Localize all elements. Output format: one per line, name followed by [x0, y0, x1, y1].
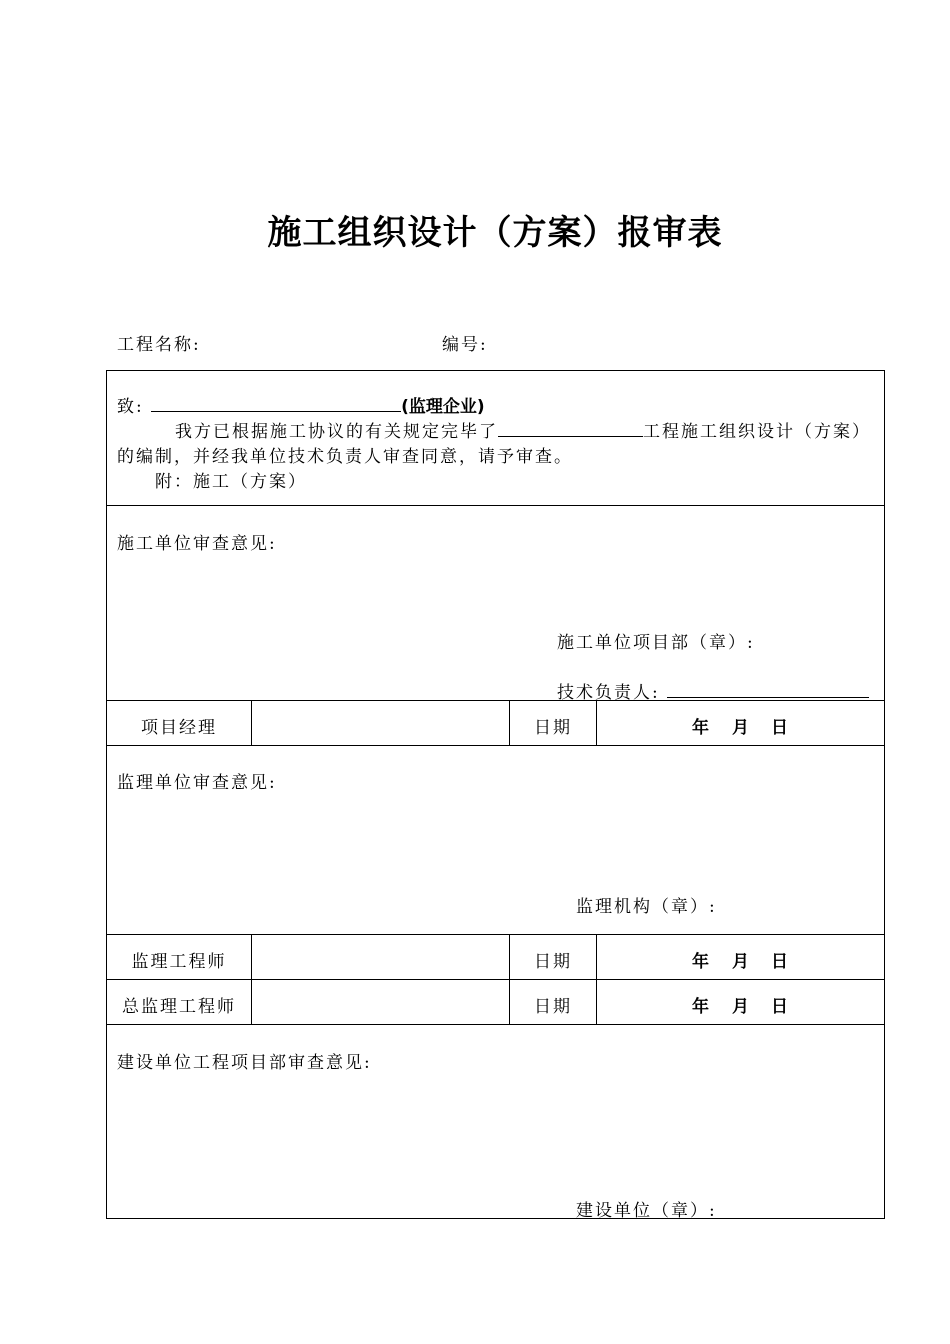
attachment-line: 附：施工（方案） — [155, 472, 307, 492]
year-label: 年 — [692, 952, 709, 972]
divider — [106, 745, 885, 746]
supervisor-org-seal-label: 监理机构（章）: — [576, 897, 717, 917]
declaration-line-2: 的编制，并经我单位技术负责人审查同意，请予审查。 — [117, 447, 573, 467]
tech-lead-signature-blank[interactable] — [667, 683, 869, 698]
project-manager-label: 项目经理 — [141, 718, 217, 738]
divider — [106, 934, 885, 935]
year-label: 年 — [692, 718, 709, 738]
day-label: 日 — [771, 997, 788, 1017]
declaration-prefix: 我方已根据施工协议的有关规定完毕了 — [175, 422, 498, 442]
number-label: 编号: — [442, 335, 488, 355]
owner-unit-seal-label: 建设单位（章）: — [576, 1201, 717, 1221]
supervising-engineer-label: 监理工程师 — [131, 952, 227, 972]
divider — [106, 505, 885, 506]
tech-lead-label: 技术负责人: — [557, 683, 660, 703]
page-title: 施工组织设计（方案）报审表 — [267, 213, 723, 253]
date-label: 日期 — [534, 718, 572, 738]
month-label: 月 — [732, 997, 749, 1017]
tech-lead-line — [557, 678, 869, 703]
divider — [106, 1024, 885, 1025]
date-label: 日期 — [534, 952, 572, 972]
divider — [596, 934, 597, 1024]
contractor-opinion-heading: 施工单位审查意见: — [117, 534, 277, 554]
review-form-table — [106, 370, 885, 1219]
project-blank[interactable] — [498, 422, 643, 437]
owner-opinion-heading: 建设单位工程项目部审查意见: — [117, 1053, 372, 1073]
contractor-dept-seal-label: 施工单位项目部（章）: — [557, 633, 755, 653]
to-line — [117, 392, 485, 417]
declaration-line-1 — [175, 417, 871, 442]
year-label: 年 — [692, 997, 709, 1017]
divider — [251, 700, 252, 745]
month-label: 月 — [732, 718, 749, 738]
chief-engineer-label: 总监理工程师 — [122, 997, 236, 1017]
divider — [106, 979, 885, 980]
supervisor-name-blank[interactable] — [151, 397, 401, 412]
supervisor-suffix: (监理企业) — [401, 397, 485, 417]
date-label: 日期 — [534, 997, 572, 1017]
month-label: 月 — [732, 952, 749, 972]
declaration-suffix: 工程施工组织设计（方案） — [643, 422, 871, 442]
to-label: 致: — [117, 397, 144, 417]
divider — [596, 700, 597, 745]
day-label: 日 — [771, 952, 788, 972]
divider — [251, 934, 252, 1024]
supervisor-opinion-heading: 监理单位审查意见: — [117, 773, 277, 793]
project-name-label: 工程名称: — [117, 335, 201, 355]
day-label: 日 — [771, 718, 788, 738]
